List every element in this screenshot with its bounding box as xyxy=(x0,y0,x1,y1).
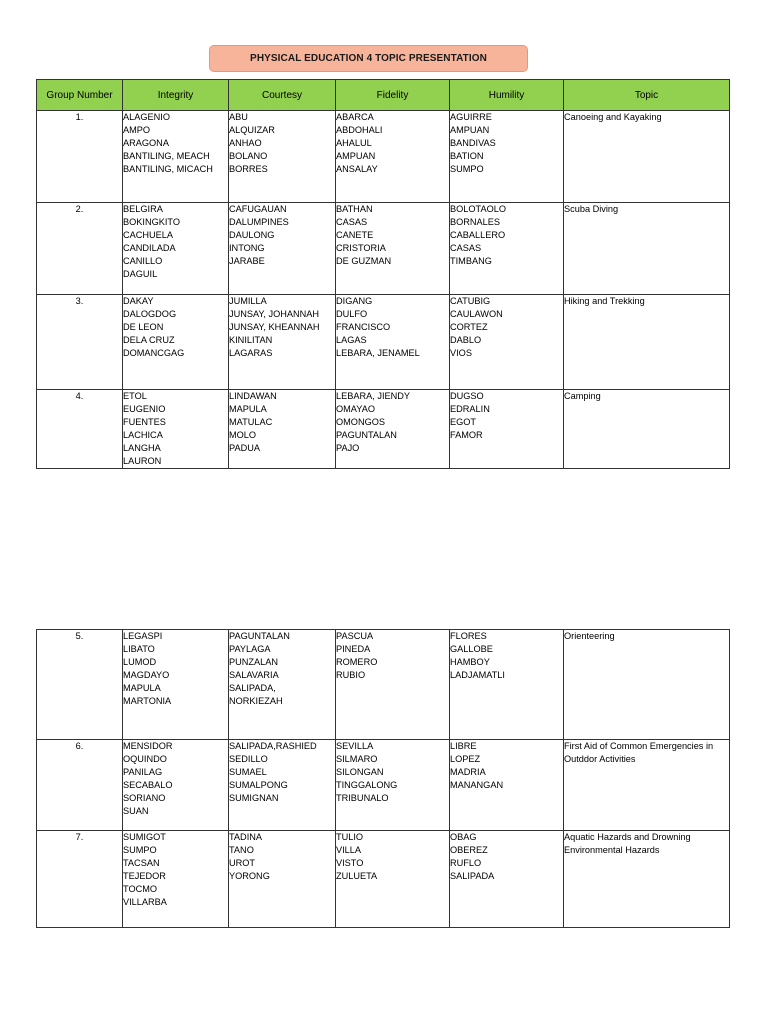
topic-text: First Aid of Common Emergencies in Outddor Activities xyxy=(564,741,714,764)
humility-cell xyxy=(450,203,564,295)
group-number: 6. xyxy=(37,740,123,831)
member-name: EUGENIO xyxy=(123,404,166,414)
member-name: ZULUETA xyxy=(336,871,378,881)
member-name: SILONGAN xyxy=(336,767,384,777)
member-name: SUMIGNAN xyxy=(229,793,279,803)
integrity-cell xyxy=(123,111,229,203)
member-name: AHALUL xyxy=(336,138,372,148)
humility-cell xyxy=(450,740,564,831)
member-name: OBEREZ xyxy=(450,845,488,855)
member-name: INTONG xyxy=(229,243,265,253)
member-name: ANSALAY xyxy=(336,164,378,174)
member-name: BOLANO xyxy=(229,151,268,161)
member-name: SALIPADA,RASHIED xyxy=(229,741,317,751)
member-name: LEGASPI xyxy=(123,631,163,641)
topic-text: Scuba Diving xyxy=(564,204,619,214)
member-name: SUMALPONG xyxy=(229,780,288,790)
group-number: 3. xyxy=(37,295,123,390)
member-name: BANDIVAS xyxy=(450,138,496,148)
member-name: TACSAN xyxy=(123,858,160,868)
header-fidelity: Fidelity xyxy=(336,80,450,111)
humility-cell xyxy=(450,630,564,740)
member-name: PAGUNTALAN xyxy=(229,631,290,641)
integrity-cell xyxy=(123,295,229,390)
member-name: MADRIA xyxy=(450,767,486,777)
member-name: BOKINGKITO xyxy=(123,217,181,227)
integrity-cell xyxy=(123,630,229,740)
member-name: ABU xyxy=(229,112,248,122)
member-name: CAULAWON xyxy=(450,309,503,319)
member-name: PAGUNTALAN xyxy=(336,430,397,440)
member-name: PAJO xyxy=(336,443,360,453)
member-name: UROT xyxy=(229,858,256,868)
member-name: TEJEDOR xyxy=(123,871,166,881)
member-name: OBAG xyxy=(450,832,477,842)
member-name: HAMBOY xyxy=(450,657,490,667)
member-name: DELA CRUZ xyxy=(123,335,175,345)
member-name: CANILLO xyxy=(123,256,163,266)
humility-cell xyxy=(450,111,564,203)
member-name: MOLO xyxy=(229,430,257,440)
member-name: SUMPO xyxy=(450,164,484,174)
member-name: VILLARBA xyxy=(123,897,167,907)
member-name: TOCMO xyxy=(123,884,158,894)
topic-text: Aquatic Hazards and Drowning xyxy=(564,832,691,842)
member-name: ANHAO xyxy=(229,138,262,148)
member-name: TINGGALONG xyxy=(336,780,398,790)
member-name: CANETE xyxy=(336,230,374,240)
member-name: DULFO xyxy=(336,309,368,319)
table-header-row xyxy=(37,80,730,111)
group-number: 7. xyxy=(37,831,123,928)
humility-cell xyxy=(450,831,564,928)
courtesy-cell xyxy=(229,111,336,203)
member-name: AGUIRRE xyxy=(450,112,492,122)
topic-cell xyxy=(564,111,730,203)
member-name: EDRALIN xyxy=(450,404,490,414)
member-name: ALAGENIO xyxy=(123,112,170,122)
member-name: LAGARAS xyxy=(229,348,273,358)
integrity-cell xyxy=(123,740,229,831)
member-name: DALOGDOG xyxy=(123,309,177,319)
group-number: 1. xyxy=(37,111,123,203)
member-name: MAPULA xyxy=(123,683,161,693)
header-courtesy: Courtesy xyxy=(229,80,336,111)
table-row xyxy=(37,111,730,203)
topic-cell xyxy=(564,390,730,469)
member-name: FUENTES xyxy=(123,417,166,427)
member-name: TRIBUNALO xyxy=(336,793,389,803)
member-name: LIBRE xyxy=(450,741,477,751)
member-name: SEVILLA xyxy=(336,741,374,751)
member-name: AMPUAN xyxy=(336,151,376,161)
member-name: DAGUIL xyxy=(123,269,158,279)
member-name: ETOL xyxy=(123,391,147,401)
member-name: FLORES xyxy=(450,631,487,641)
fidelity-cell xyxy=(336,740,450,831)
member-name: CASAS xyxy=(336,217,368,227)
member-name: BANTILING, MEACH xyxy=(123,151,210,161)
humility-cell xyxy=(450,295,564,390)
member-name: JUMILLA xyxy=(229,296,267,306)
member-name: DOMANCGAG xyxy=(123,348,185,358)
member-name: VISTO xyxy=(336,858,364,868)
header-group-number: Group Number xyxy=(37,80,123,111)
courtesy-cell xyxy=(229,203,336,295)
member-name: EGOT xyxy=(450,417,477,427)
member-name: CACHUELA xyxy=(123,230,174,240)
member-name: CRISTORIA xyxy=(336,243,386,253)
member-name: MANANGAN xyxy=(450,780,504,790)
member-name: ROMERO xyxy=(336,657,378,667)
member-name: LACHICA xyxy=(123,430,163,440)
member-name: MATULAC xyxy=(229,417,273,427)
member-name: RUFLO xyxy=(450,858,482,868)
member-name: DE GUZMAN xyxy=(336,256,392,266)
member-name: DAULONG xyxy=(229,230,275,240)
member-name: BATHAN xyxy=(336,204,373,214)
member-name: LINDAWAN xyxy=(229,391,277,401)
member-name: OMAYAO xyxy=(336,404,375,414)
fidelity-cell xyxy=(336,390,450,469)
courtesy-cell xyxy=(229,831,336,928)
member-name: CASAS xyxy=(450,243,482,253)
group-number: 5. xyxy=(37,630,123,740)
integrity-cell xyxy=(123,203,229,295)
member-name: ABDOHALI xyxy=(336,125,383,135)
humility-cell xyxy=(450,390,564,469)
topic-text: Hiking and Trekking xyxy=(564,296,645,306)
member-name: ABARCA xyxy=(336,112,374,122)
member-name: TADINA xyxy=(229,832,263,842)
table-row xyxy=(37,295,730,390)
member-name: DAKAY xyxy=(123,296,154,306)
member-name: MAGDAYO xyxy=(123,670,170,680)
member-name: NORKIEZAH xyxy=(229,696,283,706)
member-name: DIGANG xyxy=(336,296,373,306)
table-row xyxy=(37,630,730,740)
member-name: LEBARA, JIENDY xyxy=(336,391,411,401)
member-name: SILMARO xyxy=(336,754,378,764)
member-name: DALUMPINES xyxy=(229,217,289,227)
courtesy-cell xyxy=(229,630,336,740)
member-name: LEBARA, JENAMEL xyxy=(336,348,420,358)
member-name: AMPUAN xyxy=(450,125,490,135)
topic-cell xyxy=(564,740,730,831)
group-number: 2. xyxy=(37,203,123,295)
integrity-cell xyxy=(123,831,229,928)
topic-cell xyxy=(564,295,730,390)
member-name: LUMOD xyxy=(123,657,157,667)
member-name: OMONGOS xyxy=(336,417,386,427)
member-name: AMPO xyxy=(123,125,151,135)
member-name: TIMBANG xyxy=(450,256,492,266)
topic-cell xyxy=(564,630,730,740)
member-name: PINEDA xyxy=(336,644,371,654)
topic-text: Camping xyxy=(564,391,601,401)
member-name: SALIPADA xyxy=(450,871,495,881)
member-name: BANTILING, MICACH xyxy=(123,164,213,174)
member-name: SUMIGOT xyxy=(123,832,166,842)
groups-table-page2 xyxy=(36,629,730,928)
integrity-cell xyxy=(123,390,229,469)
fidelity-cell xyxy=(336,295,450,390)
member-name: BATION xyxy=(450,151,484,161)
member-name: VIOS xyxy=(450,348,472,358)
member-name: YORONG xyxy=(229,871,270,881)
topic-text: Canoeing and Kayaking xyxy=(564,112,662,122)
topic-text: Orienteering xyxy=(564,631,615,641)
member-name: GALLOBE xyxy=(450,644,493,654)
member-name: MAPULA xyxy=(229,404,267,414)
header-topic: Topic xyxy=(564,80,730,111)
member-name: PADUA xyxy=(229,443,260,453)
member-name: CORTEZ xyxy=(450,322,488,332)
member-name: LAGAS xyxy=(336,335,367,345)
member-name: FRANCISCO xyxy=(336,322,391,332)
member-name: SEDILLO xyxy=(229,754,268,764)
fidelity-cell xyxy=(336,111,450,203)
member-name: BOLOTAOLO xyxy=(450,204,506,214)
page-title: PHYSICAL EDUCATION 4 TOPIC PRESENTATION xyxy=(209,45,528,72)
member-name: JUNSAY, JOHANNAH xyxy=(229,309,320,319)
member-name: PUNZALAN xyxy=(229,657,279,667)
fidelity-cell xyxy=(336,630,450,740)
member-name: TULIO xyxy=(336,832,364,842)
member-name: CANDILADA xyxy=(123,243,176,253)
member-name: LANGHA xyxy=(123,443,161,453)
member-name: OQUINDO xyxy=(123,754,167,764)
member-name: CAFUGAUAN xyxy=(229,204,287,214)
member-name: DUGSO xyxy=(450,391,484,401)
courtesy-cell xyxy=(229,740,336,831)
table-row xyxy=(37,740,730,831)
topic-cell xyxy=(564,831,730,928)
groups-table-page1 xyxy=(36,79,730,469)
member-name: PASCUA xyxy=(336,631,374,641)
member-name: TANO xyxy=(229,845,254,855)
header-integrity: Integrity xyxy=(123,80,229,111)
fidelity-cell xyxy=(336,831,450,928)
member-name: JARABE xyxy=(229,256,265,266)
member-name: SUMPO xyxy=(123,845,157,855)
member-name: VILLA xyxy=(336,845,362,855)
member-name: LOPEZ xyxy=(450,754,481,764)
member-name: ARAGONA xyxy=(123,138,169,148)
group-number: 4. xyxy=(37,390,123,469)
member-name: CABALLERO xyxy=(450,230,506,240)
member-name: MENSIDOR xyxy=(123,741,173,751)
header-humility: Humility xyxy=(450,80,564,111)
member-name: DE LEON xyxy=(123,322,164,332)
member-name: DABLO xyxy=(450,335,482,345)
member-name: BORNALES xyxy=(450,217,501,227)
member-name: MARTONIA xyxy=(123,696,172,706)
member-name: SALAVARIA xyxy=(229,670,279,680)
member-name: KINILITAN xyxy=(229,335,273,345)
member-name: SUMAEL xyxy=(229,767,267,777)
member-name: PAYLAGA xyxy=(229,644,271,654)
member-name: RUBIO xyxy=(336,670,366,680)
member-name: SALIPADA, xyxy=(229,683,276,693)
member-name: SUAN xyxy=(123,806,149,816)
member-name: BELGIRA xyxy=(123,204,163,214)
table-row xyxy=(37,390,730,469)
topic-cell xyxy=(564,203,730,295)
fidelity-cell xyxy=(336,203,450,295)
member-name: JUNSAY, KHEANNAH xyxy=(229,322,320,332)
member-name: SECABALO xyxy=(123,780,173,790)
member-name: SORIANO xyxy=(123,793,166,803)
member-name: LADJAMATLI xyxy=(450,670,505,680)
table-row xyxy=(37,203,730,295)
member-name: FAMOR xyxy=(450,430,483,440)
member-name: CATUBIG xyxy=(450,296,491,306)
courtesy-cell xyxy=(229,295,336,390)
member-name: LAURON xyxy=(123,456,162,466)
member-name: ALQUIZAR xyxy=(229,125,275,135)
member-name: BORRES xyxy=(229,164,268,174)
member-name: LIBATO xyxy=(123,644,155,654)
table-row xyxy=(37,831,730,928)
topic-text: Environmental Hazards xyxy=(564,845,660,855)
member-name: PANILAG xyxy=(123,767,163,777)
courtesy-cell xyxy=(229,390,336,469)
